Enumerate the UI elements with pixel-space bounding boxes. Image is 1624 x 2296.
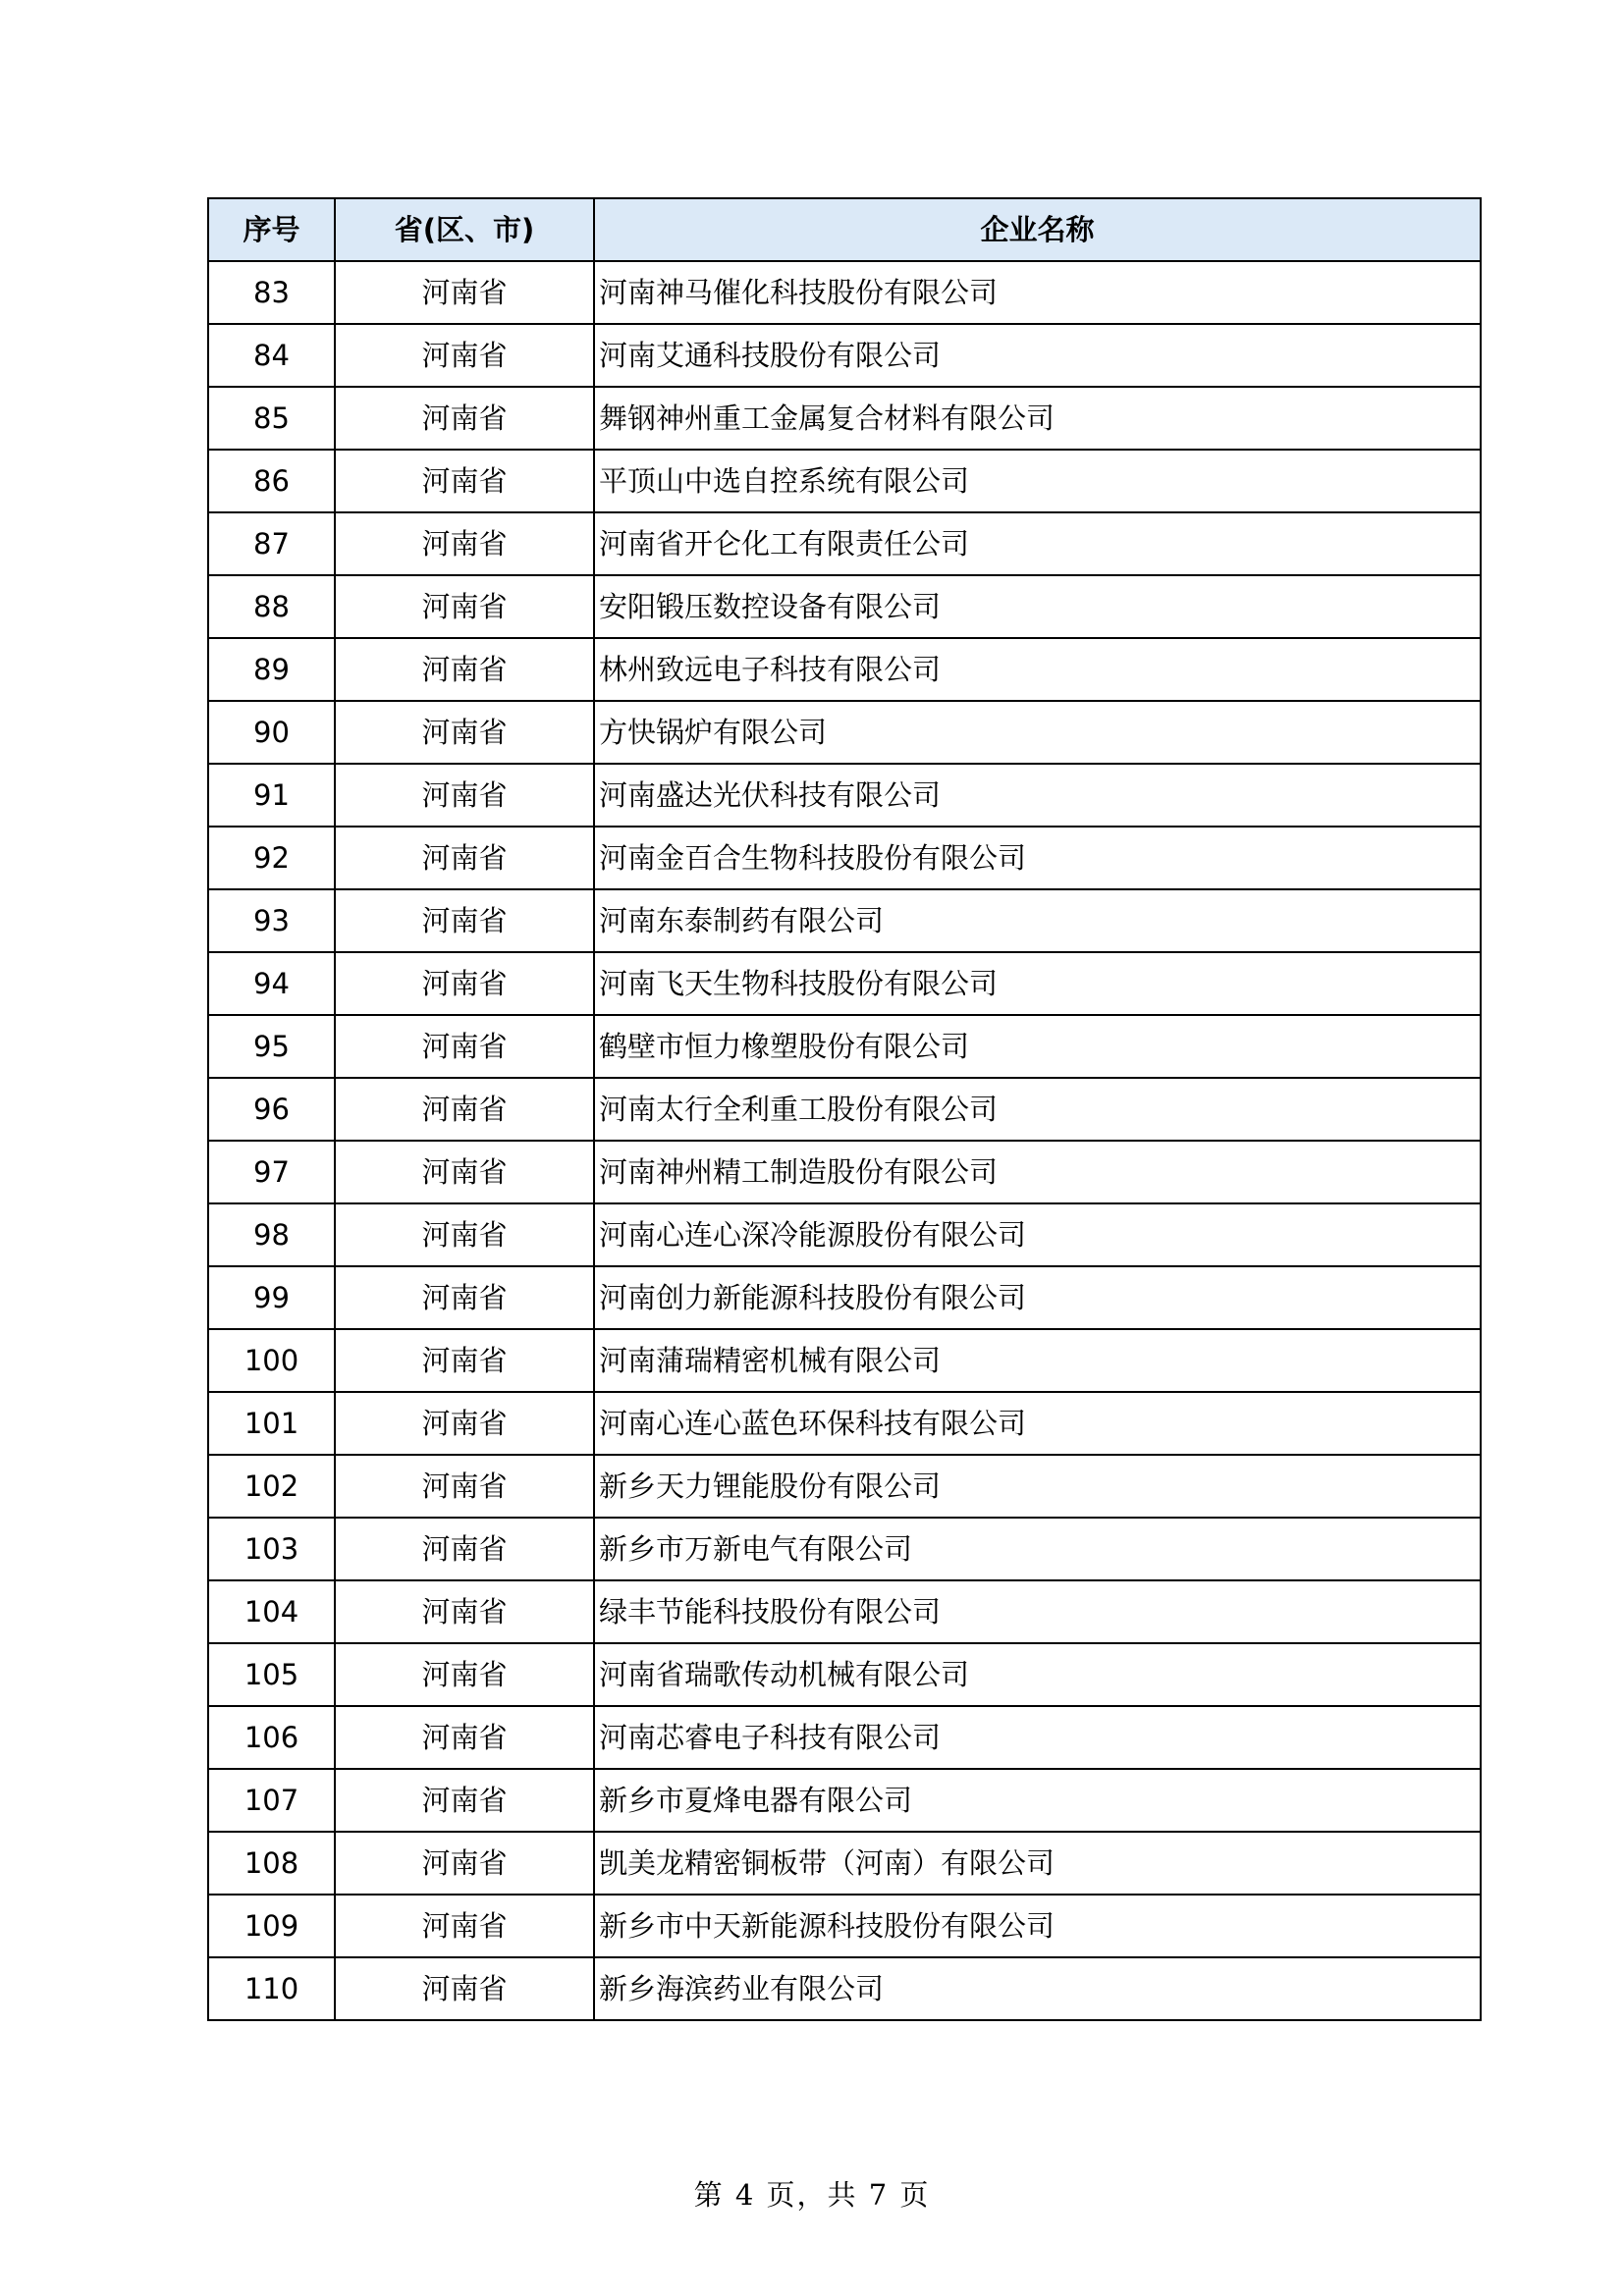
- cell-serial-number: 98: [208, 1203, 335, 1266]
- cell-province: 河南省: [335, 1392, 594, 1455]
- cell-company-name: 河南金百合生物科技股份有限公司: [594, 827, 1481, 889]
- cell-company-name: 新乡市万新电气有限公司: [594, 1518, 1481, 1580]
- cell-serial-number: 105: [208, 1643, 335, 1706]
- table-header-row: [208, 198, 1481, 261]
- table-row: [208, 387, 1481, 450]
- cell-province: 河南省: [335, 889, 594, 952]
- cell-serial-number: 104: [208, 1580, 335, 1643]
- table-row: [208, 261, 1481, 324]
- cell-province: 河南省: [335, 952, 594, 1015]
- cell-company-name: 凯美龙精密铜板带（河南）有限公司: [594, 1832, 1481, 1895]
- cell-serial-number: 91: [208, 764, 335, 827]
- cell-company-name: 河南飞天生物科技股份有限公司: [594, 952, 1481, 1015]
- cell-serial-number: 110: [208, 1957, 335, 2020]
- cell-company-name: 林州致远电子科技有限公司: [594, 638, 1481, 701]
- table-row: [208, 638, 1481, 701]
- table-row: [208, 1015, 1481, 1078]
- cell-serial-number: 100: [208, 1329, 335, 1392]
- table-row: [208, 952, 1481, 1015]
- cell-province: 河南省: [335, 701, 594, 764]
- cell-province: 河南省: [335, 1518, 594, 1580]
- table-row: [208, 512, 1481, 575]
- cell-province: 河南省: [335, 1580, 594, 1643]
- cell-serial-number: 90: [208, 701, 335, 764]
- cell-serial-number: 87: [208, 512, 335, 575]
- cell-province: 河南省: [335, 1455, 594, 1518]
- header-company-name: 企业名称: [594, 198, 1481, 261]
- cell-company-name: 新乡市夏烽电器有限公司: [594, 1769, 1481, 1832]
- cell-serial-number: 101: [208, 1392, 335, 1455]
- cell-province: 河南省: [335, 1015, 594, 1078]
- cell-province: 河南省: [335, 1203, 594, 1266]
- cell-company-name: 河南创力新能源科技股份有限公司: [594, 1266, 1481, 1329]
- cell-province: 河南省: [335, 324, 594, 387]
- table-row: [208, 1455, 1481, 1518]
- cell-province: 河南省: [335, 1957, 594, 2020]
- cell-company-name: 河南蒲瑞精密机械有限公司: [594, 1329, 1481, 1392]
- cell-serial-number: 85: [208, 387, 335, 450]
- table-row: [208, 889, 1481, 952]
- cell-province: 河南省: [335, 764, 594, 827]
- cell-company-name: 安阳锻压数控设备有限公司: [594, 575, 1481, 638]
- cell-company-name: 新乡市中天新能源科技股份有限公司: [594, 1895, 1481, 1957]
- table-row: [208, 701, 1481, 764]
- cell-province: 河南省: [335, 1832, 594, 1895]
- cell-serial-number: 89: [208, 638, 335, 701]
- page-number-footer: 第 4 页，共 7 页: [693, 2178, 931, 2212]
- cell-serial-number: 96: [208, 1078, 335, 1141]
- cell-province: 河南省: [335, 1706, 594, 1769]
- cell-province: 河南省: [335, 1078, 594, 1141]
- cell-province: 河南省: [335, 450, 594, 512]
- table-row: [208, 1643, 1481, 1706]
- table-row: [208, 1832, 1481, 1895]
- cell-province: 河南省: [335, 1141, 594, 1203]
- cell-serial-number: 84: [208, 324, 335, 387]
- cell-serial-number: 109: [208, 1895, 335, 1957]
- cell-province: 河南省: [335, 1895, 594, 1957]
- table-row: [208, 1706, 1481, 1769]
- cell-province: 河南省: [335, 261, 594, 324]
- table-row: [208, 1329, 1481, 1392]
- table-row: [208, 764, 1481, 827]
- table-row: [208, 1392, 1481, 1455]
- table-row: [208, 1895, 1481, 1957]
- cell-serial-number: 88: [208, 575, 335, 638]
- cell-serial-number: 92: [208, 827, 335, 889]
- cell-company-name: 新乡海滨药业有限公司: [594, 1957, 1481, 2020]
- cell-company-name: 鹤壁市恒力橡塑股份有限公司: [594, 1015, 1481, 1078]
- cell-company-name: 绿丰节能科技股份有限公司: [594, 1580, 1481, 1643]
- cell-serial-number: 94: [208, 952, 335, 1015]
- cell-province: 河南省: [335, 1266, 594, 1329]
- cell-province: 河南省: [335, 1329, 594, 1392]
- cell-company-name: 河南神马催化科技股份有限公司: [594, 261, 1481, 324]
- cell-serial-number: 99: [208, 1266, 335, 1329]
- table-row: [208, 1518, 1481, 1580]
- cell-serial-number: 95: [208, 1015, 335, 1078]
- header-province: 省(区、市): [335, 198, 594, 261]
- cell-province: 河南省: [335, 575, 594, 638]
- cell-company-name: 平顶山中选自控系统有限公司: [594, 450, 1481, 512]
- table-row: [208, 575, 1481, 638]
- table-row: [208, 1078, 1481, 1141]
- cell-province: 河南省: [335, 387, 594, 450]
- cell-province: 河南省: [335, 638, 594, 701]
- cell-company-name: 新乡天力锂能股份有限公司: [594, 1455, 1481, 1518]
- cell-serial-number: 97: [208, 1141, 335, 1203]
- cell-serial-number: 83: [208, 261, 335, 324]
- header-serial-number: 序号: [208, 198, 335, 261]
- cell-company-name: 河南太行全利重工股份有限公司: [594, 1078, 1481, 1141]
- cell-company-name: 河南神州精工制造股份有限公司: [594, 1141, 1481, 1203]
- cell-company-name: 河南省瑞歌传动机械有限公司: [594, 1643, 1481, 1706]
- cell-serial-number: 102: [208, 1455, 335, 1518]
- cell-company-name: 舞钢神州重工金属复合材料有限公司: [594, 387, 1481, 450]
- cell-province: 河南省: [335, 1643, 594, 1706]
- cell-serial-number: 107: [208, 1769, 335, 1832]
- cell-company-name: 河南省开仑化工有限责任公司: [594, 512, 1481, 575]
- table-row: [208, 1266, 1481, 1329]
- cell-serial-number: 108: [208, 1832, 335, 1895]
- cell-company-name: 河南东泰制药有限公司: [594, 889, 1481, 952]
- cell-company-name: 河南心连心蓝色环保科技有限公司: [594, 1392, 1481, 1455]
- company-table: [207, 197, 1482, 2021]
- table-row: [208, 1957, 1481, 2020]
- cell-serial-number: 103: [208, 1518, 335, 1580]
- table-row: [208, 827, 1481, 889]
- cell-company-name: 河南盛达光伏科技有限公司: [594, 764, 1481, 827]
- cell-province: 河南省: [335, 512, 594, 575]
- cell-province: 河南省: [335, 827, 594, 889]
- cell-serial-number: 93: [208, 889, 335, 952]
- cell-company-name: 河南艾通科技股份有限公司: [594, 324, 1481, 387]
- cell-company-name: 河南心连心深冷能源股份有限公司: [594, 1203, 1481, 1266]
- cell-serial-number: 106: [208, 1706, 335, 1769]
- cell-company-name: 方快锅炉有限公司: [594, 701, 1481, 764]
- table-row: [208, 1141, 1481, 1203]
- table-row: [208, 1203, 1481, 1266]
- table-body: [208, 261, 1481, 2020]
- table-row: [208, 1769, 1481, 1832]
- table-row: [208, 324, 1481, 387]
- cell-serial-number: 86: [208, 450, 335, 512]
- table-row: [208, 450, 1481, 512]
- cell-company-name: 河南芯睿电子科技有限公司: [594, 1706, 1481, 1769]
- table-row: [208, 1580, 1481, 1643]
- cell-province: 河南省: [335, 1769, 594, 1832]
